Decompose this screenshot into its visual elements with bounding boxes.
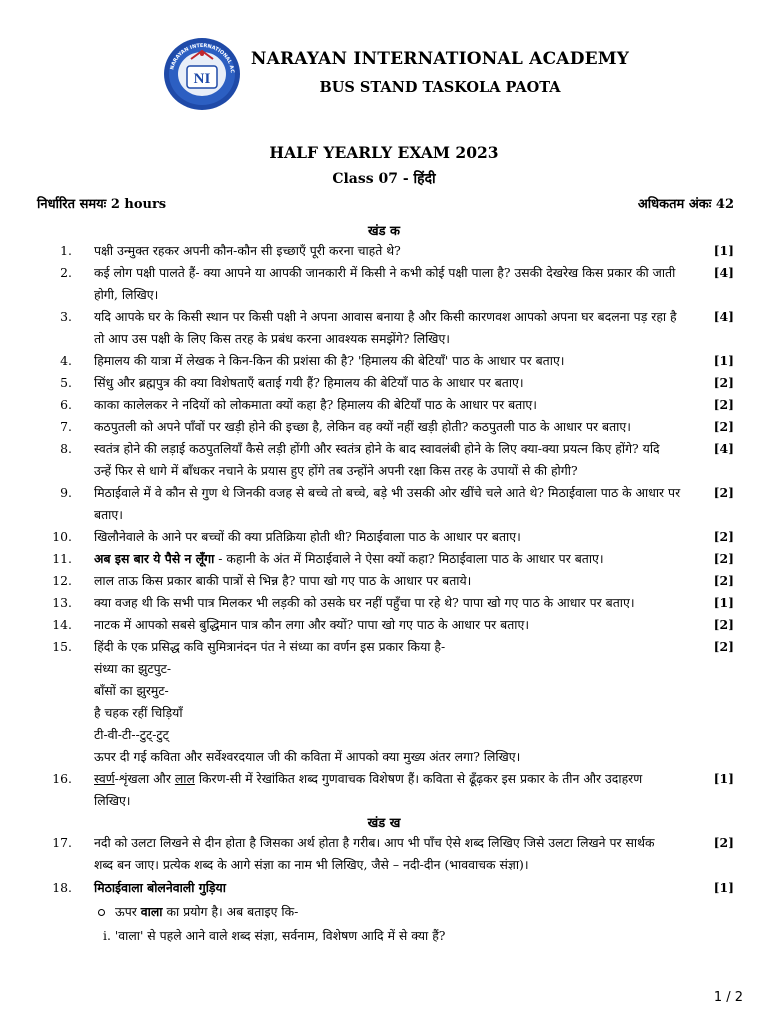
poem-line-3: है चहक रहीं चिड़ियाँ: [94, 705, 183, 720]
question-number: 3.: [60, 309, 72, 324]
max-marks: अधिकतम अंकः 42: [637, 197, 734, 212]
question-18: [40, 877, 734, 899]
question-marks: [1]: [713, 880, 734, 895]
question-4: [40, 350, 734, 372]
question-number: 6.: [60, 397, 72, 412]
question-marks: [2]: [713, 551, 734, 566]
question-number: 4.: [60, 353, 72, 368]
school-name: NARAYAN INTERNATIONAL ACADEMY: [250, 49, 630, 69]
question-marks: [1]: [713, 243, 734, 258]
question-text: काका कालेलकर ने नदियों को लोकमाता क्यों कहा है? हिमालय की बेटियाँ पाठ के आधार पर बताए।: [94, 397, 537, 412]
question-text-line1: यदि आपके घर के किसी स्थान पर किसी पक्षी ने अपना आवास बनाया है और किसी कारणवश आपको अपना घर बदलना पड़ रहा है: [94, 309, 677, 324]
lesson-title: मिठाईवाला बोलनेवाली गुड़िया: [94, 880, 226, 895]
question-text: क्या वजह थी कि सभी पात्र मिलकर भी लड़की को उसके घर नहीं पहुँचा पा रहे थे? पापा खो गए पाठ के आधार पर बताए।: [94, 595, 635, 610]
question-1: [40, 240, 734, 262]
poem-line-2: बाँसों का झुरमुट-: [94, 683, 169, 698]
poem-line-4: टी-वी-टी--टुट्-टुट्: [94, 727, 169, 742]
question-2: [40, 262, 734, 306]
question-text-line2: उन्हें फिर से धागे में बाँधकर नचाने के प्रयास हुए होंगे तब उन्होंने अपनी रक्षा किस तरह के उपायों से की होगी?: [94, 463, 578, 478]
question-marks: [2]: [713, 397, 734, 412]
question-marks: [2]: [713, 835, 734, 850]
question-text-line1: कई लोग पक्षी पालते हैं- क्या आपने या आपकी जानकारी में किसी ने कभी कोई पक्षी पाला है? उसकी देखरेख किस प्रकार की जाती: [94, 265, 676, 280]
underlined-word: लाल: [174, 771, 195, 786]
question-12: [40, 570, 734, 592]
question-9: [40, 482, 734, 526]
question-16: [40, 768, 734, 812]
question-number: 17.: [52, 835, 72, 850]
question-number: 18.: [52, 880, 72, 895]
question-text: हिमालय की यात्रा में लेखक ने किन-किन की प्रशंसा की है? 'हिमालय की बेटियाँ' पाठ के आधार पर बताए।: [94, 353, 565, 368]
school-address: BUS STAND TASKOLA PAOTA: [319, 79, 561, 96]
question-text: [94, 548, 706, 570]
question-text: सिंधु और ब्रह्मपुत्र की क्या विशेषताएँ बताई गयी हैं? हिमालय की बेटियाँ पाठ के आधार पर बताए।: [94, 375, 524, 390]
question-text: हिंदी के एक प्रसिद्ध कवि सुमित्रानंदन पंत ने संध्या का वर्णन इस प्रकार किया है-: [94, 639, 446, 654]
page-number: 1 / 2: [713, 990, 743, 1005]
class-subject: Class 07 - हिंदी: [332, 171, 436, 187]
question-13: [40, 592, 734, 614]
question-marks: [1]: [713, 595, 734, 610]
question-marks: [1]: [713, 353, 734, 368]
question-marks: [4]: [713, 309, 734, 324]
question-text: [94, 877, 706, 899]
question-marks: [4]: [713, 441, 734, 456]
question-text: नाटक में आपको सबसे बुद्धिमान पात्र कौन लगा और क्यों? पापा खो गए पाठ के आधार पर बताए।: [94, 617, 530, 632]
question-text: पक्षी उन्मुक्त रहकर अपनी कौन-कौन सी इच्छाएँ पूरी करना चाहते थे?: [94, 243, 401, 258]
question-marks: [2]: [713, 419, 734, 434]
quoted-phrase: अब इस बार ये पैसे न लूँगा: [94, 551, 215, 566]
question-11: [40, 548, 734, 570]
question-number: 15.: [52, 639, 72, 654]
question-7: [40, 416, 734, 438]
question-3: [40, 306, 734, 350]
question-number: 12.: [52, 573, 72, 588]
question-text-line2: लिखिए।: [94, 793, 131, 808]
question-marks: [2]: [713, 639, 734, 654]
question-6: [40, 394, 734, 416]
question-marks: [2]: [713, 485, 734, 500]
question-14: [40, 614, 734, 636]
question-marks: [1]: [713, 771, 734, 786]
bullet-bold-word: वाला: [140, 904, 163, 919]
question-text: खिलौनेवाले के आने पर बच्चों की क्या प्रतिक्रिया होती थी? मिठाईवाला पाठ के आधार पर बताए।: [94, 529, 521, 544]
question-text-line2: तो आप उस पक्षी के लिए किस तरह के प्रबंध करना आवश्यक समझेंगे? लिखिए।: [94, 331, 450, 346]
bullet-item: [98, 901, 298, 923]
bullet-icon: [98, 909, 105, 916]
time-allowed: निर्धारित समयः 2 hours: [37, 197, 167, 212]
question-text-part: किरण-सी में रेखांकित शब्द गुणवाचक विशेषण हैं। कविता से ढूँढ़कर इस प्रकार के तीन और उदाहरण: [194, 771, 643, 786]
question-marks: [2]: [713, 573, 734, 588]
exam-title: HALF YEARLY EXAM 2023: [269, 143, 499, 162]
question-number: 11.: [52, 551, 72, 566]
question-text-line1: नदी को उलटा लिखने से दीन होता है जिसका अर्थ होता है गरीब। आप भी पाँच ऐसे शब्द लिखिए जिसे उलटा लिखने पर सार्थक: [94, 835, 655, 850]
question-number: 16.: [52, 771, 72, 786]
question-text-line2: बताए।: [94, 507, 123, 522]
question-text: लाल ताऊ किस प्रकार बाकी पात्रों से भिन्न है? पापा खो गए पाठ के आधार पर बताये।: [94, 573, 472, 588]
question-number: 14.: [52, 617, 72, 632]
question-marks: [4]: [713, 265, 734, 280]
question-10: [40, 526, 734, 548]
question-8: [40, 438, 734, 482]
question-15-prompt: ऊपर दी गई कविता और सर्वेश्वरदयाल जी की कविता में आपको क्या मुख्य अंतर लगा? लिखिए।: [94, 749, 521, 764]
question-text: कठपुतली को अपने पाँवों पर खड़ी होने की इच्छा है, लेकिन वह क्यों नहीं खड़ी होती? कठपुतली पाठ के आधार पर बताए।: [94, 419, 631, 434]
question-17: [40, 832, 734, 876]
question-marks: [2]: [713, 617, 734, 632]
school-logo: [163, 37, 241, 111]
logo-ring-text: NARAYAN INTERNATIONAL AC: [169, 42, 236, 74]
question-number: 10.: [52, 529, 72, 544]
section-heading-a: खंड क: [367, 224, 401, 239]
bullet-text: ऊपर: [115, 904, 141, 919]
poem-line-1: संध्या का झुटपुट-: [94, 661, 172, 676]
question-text-line1: स्वतंत्र होने की लड़ाई कठपुतलियाँ कैसे लड़ी होंगी और स्वतंत्र होने के बाद स्वावलंबी होने के लिए क्या-क्या प्रयत्न किए होंगे? यदि: [94, 441, 660, 456]
question-15: [40, 636, 734, 658]
question-text-line2: शब्द बन जाए। प्रत्येक शब्द के आगे संज्ञा का नाम भी लिखिए, जैसे – नदी-दीन (भाववाचक संज्ञा)।: [94, 857, 529, 872]
question-marks: [2]: [713, 375, 734, 390]
underlined-word: स्वर्ण: [94, 771, 115, 786]
sub-question-i: i. 'वाला' से पहले आने वाले शब्द संज्ञा, सर्वनाम, विशेषण आदि में से क्या हैं?: [103, 928, 446, 943]
question-text-line1: [94, 768, 706, 790]
logo-text: NI: [193, 71, 211, 87]
bullet-text: का प्रयोग है। अब बताइए कि-: [162, 904, 299, 919]
question-rest: - कहानी के अंत में मिठाईवाले ने ऐसा क्यों कहा? मिठाईवाला पाठ के आधार पर बताए।: [214, 551, 604, 566]
question-number: 7.: [60, 419, 72, 434]
question-text-line2: होगी, लिखिए।: [94, 287, 159, 302]
question-number: 13.: [52, 595, 72, 610]
question-marks: [2]: [713, 529, 734, 544]
question-number: 5.: [60, 375, 72, 390]
question-number: 1.: [60, 243, 72, 258]
question-number: 9.: [60, 485, 72, 500]
question-number: 2.: [60, 265, 72, 280]
question-number: 8.: [60, 441, 72, 456]
question-5: [40, 372, 734, 394]
section-heading-b: खंड ख: [367, 816, 401, 831]
question-text-line1: मिठाईवाले में वे कौन से गुण थे जिनकी वजह से बच्चे तो बच्चे, बड़े भी उसकी ओर खींचे चले आते थे? मिठाईवाला पाठ के आधार पर: [94, 485, 681, 500]
question-text-part: -शृंखला और: [114, 771, 175, 786]
